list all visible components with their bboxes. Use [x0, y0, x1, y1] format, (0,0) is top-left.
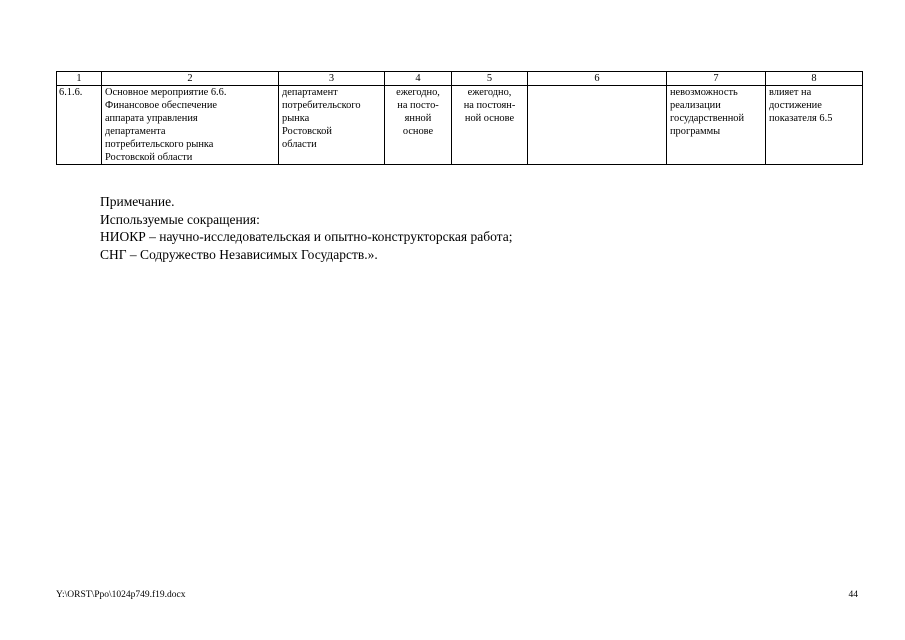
table-row — [57, 86, 863, 165]
cell-start-date: ежегодно, на посто- янной основе — [385, 86, 452, 165]
cell-number: 6.1.6. — [57, 86, 102, 165]
header-cell-4: 4 — [385, 72, 452, 86]
cell-result — [528, 86, 667, 165]
footer-file-path: Y:\ORST\Ppo\1024p749.f19.docx — [56, 590, 186, 600]
header-cell-6: 6 — [528, 72, 667, 86]
cell-end-date: ежегодно, на постоян- ной основе — [452, 86, 528, 165]
note-subtitle: Используемые сокращения: — [100, 211, 260, 227]
note-title: Примечание. — [100, 194, 175, 209]
note-line-niokr: НИОКР – научно-исследовательская и опытно-конструкторская работа; — [100, 229, 513, 245]
header-cell-7: 7 — [667, 72, 766, 86]
header-cell-8: 8 — [766, 72, 863, 86]
header-cell-3: 3 — [279, 72, 385, 86]
cell-consequences: невозможность реализации государственной программы — [667, 86, 766, 165]
page-number: 44 — [848, 590, 858, 600]
note-block — [100, 193, 512, 263]
note-line-sng: СНГ – Содружество Независимых Государств.». — [100, 246, 378, 262]
program-table — [56, 71, 863, 165]
cell-executor: департамент потребительского рынка Ростовской области — [279, 86, 385, 165]
cell-event-name: Основное мероприятие 6.6. Финансовое обеспечение аппарата управления департамента потребительского рынка Ростовской области — [102, 86, 279, 165]
header-cell-1: 1 — [57, 72, 102, 86]
table-header-row — [57, 72, 863, 86]
cell-indicator: влияет на достижение показателя 6.5 — [766, 86, 863, 165]
header-cell-2: 2 — [102, 72, 279, 86]
header-cell-5: 5 — [452, 72, 528, 86]
